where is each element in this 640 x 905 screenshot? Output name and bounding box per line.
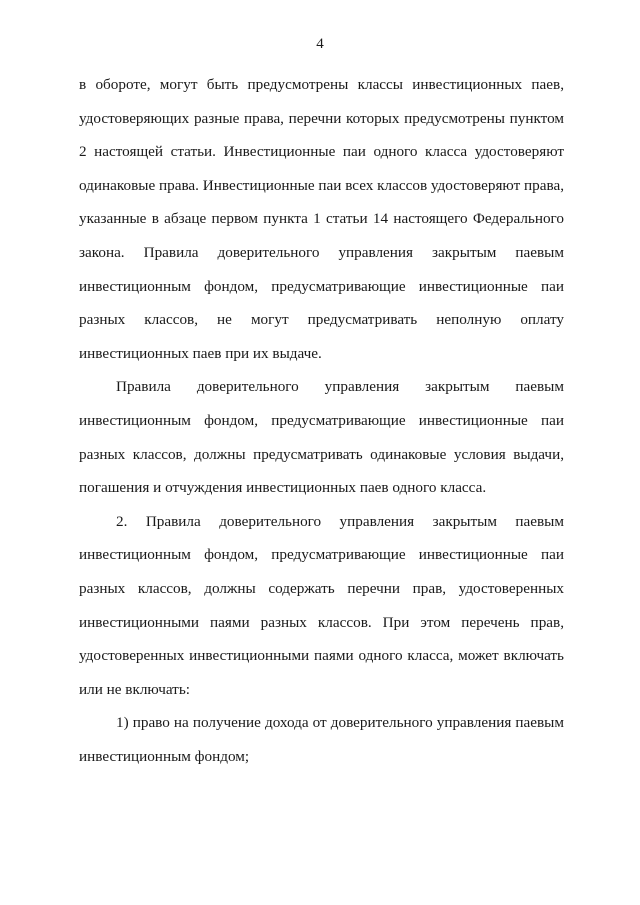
paragraph-clause-2: 2. Правила доверительного управления закрытым паевым инвестиционным фондом, предусматривающие инвестиционные паи разных классов, должны содержать перечни прав, удостоверенных инвестиционными паями разных классов. При этом перечень прав, удостоверенных инвестиционными паями одного класса, может включать или не включать: bbox=[79, 512, 564, 698]
paragraph-class-conditions: Правила доверительного управления закрытым паевым инвестиционным фондом, предусматривающие инвестиционные паи разных классов, должны предусматривать одинаковые условия выдачи, погашения и отчуждения инвестиционных паев одного класса. bbox=[79, 378, 564, 497]
paragraph-continuation: в обороте, могут быть предусмотрены классы инвестиционных паев, удостоверяющих разные права, перечни которых предусмотрены пунктом 2 настоящей статьи. Инвестиционные паи одного класса удостоверяют одинаковые права. Инвестиционные паи всех классов удостоверяют права, указанные в абзаце первом пункта 1 статьи 14 настоящего Федерального закона. Правила доверительного управления закрытым паевым инвестиционным фондом, предусматривающие инвестиционные паи разных классов, не могут предусматривать неполную оплату инвестиционных паев при их выдаче. bbox=[79, 76, 564, 362]
document-body bbox=[79, 68, 564, 773]
paragraph-item-1: 1) право на получение дохода от доверительного управления паевым инвестиционным фондом; bbox=[79, 714, 564, 765]
page-number: 4 bbox=[316, 36, 324, 52]
